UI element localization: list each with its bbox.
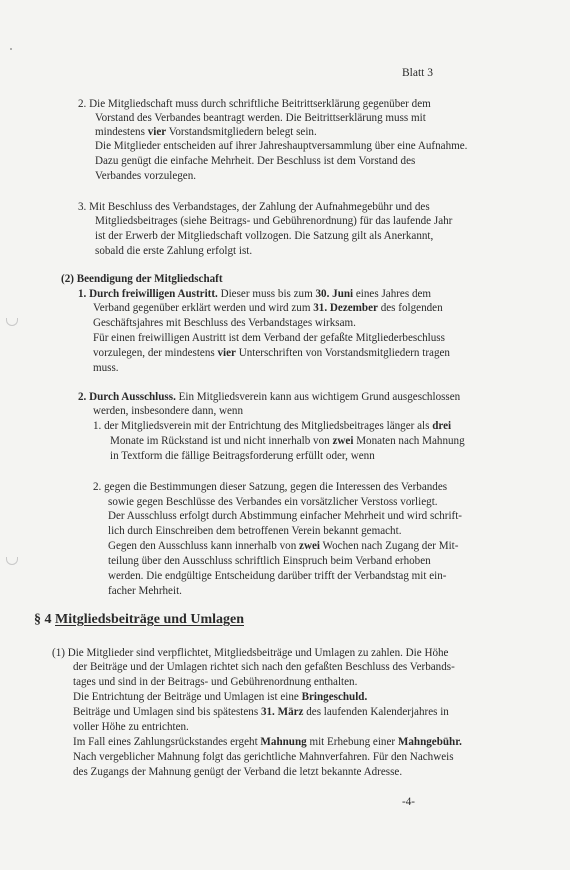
section-4-line: Nach vergeblicher Mahnung folgt das gerichtliche Mahnverfahren. Für den Nachweis — [73, 751, 454, 763]
section-4-line: voller Höhe zu entrichten. — [73, 721, 189, 733]
page-number: -4- — [402, 796, 415, 808]
section-4-line: des Zugangs der Mahnung genügt der Verband die letzt bekannte Adresse. — [73, 766, 403, 778]
exclusion-reason-2-line: Der Ausschluss erfolgt durch Abstimmung einfacher Mehrheit und wird schrift- — [108, 510, 462, 522]
exclusion-reason-2-line: facher Mehrheit. — [108, 585, 182, 597]
termination-item-2-line: werden, insbesondere dann, wenn — [93, 405, 244, 417]
membership-item-2-line: Verbandes vorzulegen. — [95, 170, 197, 182]
termination-item-1-line: 1. Durch freiwilligen Austritt. Dieser muss bis zum 30. Juni eines Jahres dem — [78, 288, 432, 300]
section-4-number: § 4 — [34, 612, 55, 627]
exclusion-reason-1-line: in Textform die fällige Beitragsforderung erfüllt oder, wenn — [110, 450, 375, 462]
exclusion-reason-1-line: 1. der Mitgliedsverein mit der Entrichtung des Mitgliedsbeitrages länger als drei — [93, 420, 452, 432]
exclusion-reason-2-line: teilung über den Ausschluss schriftlich Einspruch beim Verband erhoben — [108, 555, 431, 567]
section-4-heading — [34, 611, 244, 629]
exclusion-reason-2-line: 2. gegen die Bestimmungen dieser Satzung, gegen die Interessen des Verbandes — [93, 481, 448, 493]
section-4-line: Beiträge und Umlagen sind bis spätestens 31. März des laufenden Kalenderjahres in — [73, 706, 449, 718]
punch-hole-mark — [6, 557, 18, 565]
membership-item-2-line: Dazu genügt die einfache Mehrheit. Der Beschluss ist dem Vorstand des — [95, 155, 416, 167]
termination-item-1-line: Verband gegenüber erklärt werden und wird zum 31. Dezember des folgenden — [93, 302, 443, 314]
exclusion-reason-1-line: Monate im Rückstand ist und nicht innerhalb von zwei Monaten nach Mahnung — [110, 435, 465, 447]
membership-item-3-line: sobald die erste Zahlung erfolgt ist. — [95, 245, 253, 257]
section-4-line: Die Entrichtung der Beiträge und Umlagen ist eine Bringeschuld. — [73, 691, 368, 703]
membership-item-3-line: Mitgliedsbeitrages (siehe Beitrags- und Gebührenordnung) für das laufende Jahr — [95, 215, 453, 227]
termination-item-1-line: Geschäftsjahres mit Beschluss des Verbandstages wirksam. — [93, 317, 356, 329]
punch-hole-mark — [6, 318, 18, 326]
termination-item-1-line: muss. — [93, 362, 119, 374]
membership-item-2-line: mindestens vier Vorstandsmitgliedern belegt sein. — [95, 126, 317, 138]
scan-mark — [10, 48, 12, 50]
section-4-line: der Beiträge und der Umlagen richtet sich nach den gefaßten Beschluss des Verbands- — [73, 661, 455, 673]
section-4-title: Mitgliedsbeiträge und Umlagen — [55, 612, 244, 627]
membership-item-3-line: ist der Erwerb der Mitgliedschaft vollzogen. Die Satzung gilt als Anerkannt, — [95, 230, 434, 242]
section-4-line: Im Fall eines Zahlungsrückstandes ergeht Mahnung mit Erhebung einer Mahngebühr. — [73, 736, 462, 748]
membership-item-2-line: 2. Die Mitgliedschaft muss durch schriftliche Beitrittserklärung gegenüber dem — [78, 98, 431, 110]
exclusion-reason-2-line: lich durch Einschreiben dem betroffenen Verein bekannt gemacht. — [108, 525, 402, 537]
section-4-line: tages und sind in der Beitrags- und Gebührenordnung enthalten. — [73, 676, 358, 688]
sheet-number: Blatt 3 — [402, 67, 433, 79]
membership-item-2-line: Vorstand des Verbandes beantragt werden. Die Beitrittserklärung muss mit — [95, 112, 426, 124]
termination-item-1-line: Für einen freiwilligen Austritt ist dem Verband der gefaßte Mitgliederbeschluss — [93, 332, 445, 344]
termination-item-2-line: 2. Durch Ausschluss. Ein Mitgliedsverein kann aus wichtigem Grund ausgeschlossen — [78, 391, 461, 403]
membership-item-2-line: Die Mitglieder entscheiden auf ihrer Jahreshauptversammlung über eine Aufnahme. — [95, 140, 468, 152]
section-4-line: (1) Die Mitglieder sind verpflichtet, Mitgliedsbeiträge und Umlagen zu zahlen. Die Höhe — [52, 647, 449, 659]
exclusion-reason-2-line: sowie gegen Beschlüsse des Verbandes ein vorsätzlicher Verstoss vorliegt. — [108, 496, 438, 508]
membership-item-3-line: 3. Mit Beschluss des Verbandstages, der Zahlung der Aufnahmegebühr und des — [78, 201, 430, 213]
termination-heading: (2) Beendigung der Mitgliedschaft — [61, 273, 223, 285]
exclusion-reason-2-line: werden. Die endgültige Entscheidung darüber trifft der Verbandstag mit ein- — [108, 570, 447, 582]
termination-item-1-line: vorzulegen, der mindestens vier Unterschriften von Vorstandsmitgliedern tragen — [93, 347, 450, 359]
exclusion-reason-2-line: Gegen den Ausschluss kann innerhalb von zwei Wochen nach Zugang der Mit- — [108, 540, 459, 552]
